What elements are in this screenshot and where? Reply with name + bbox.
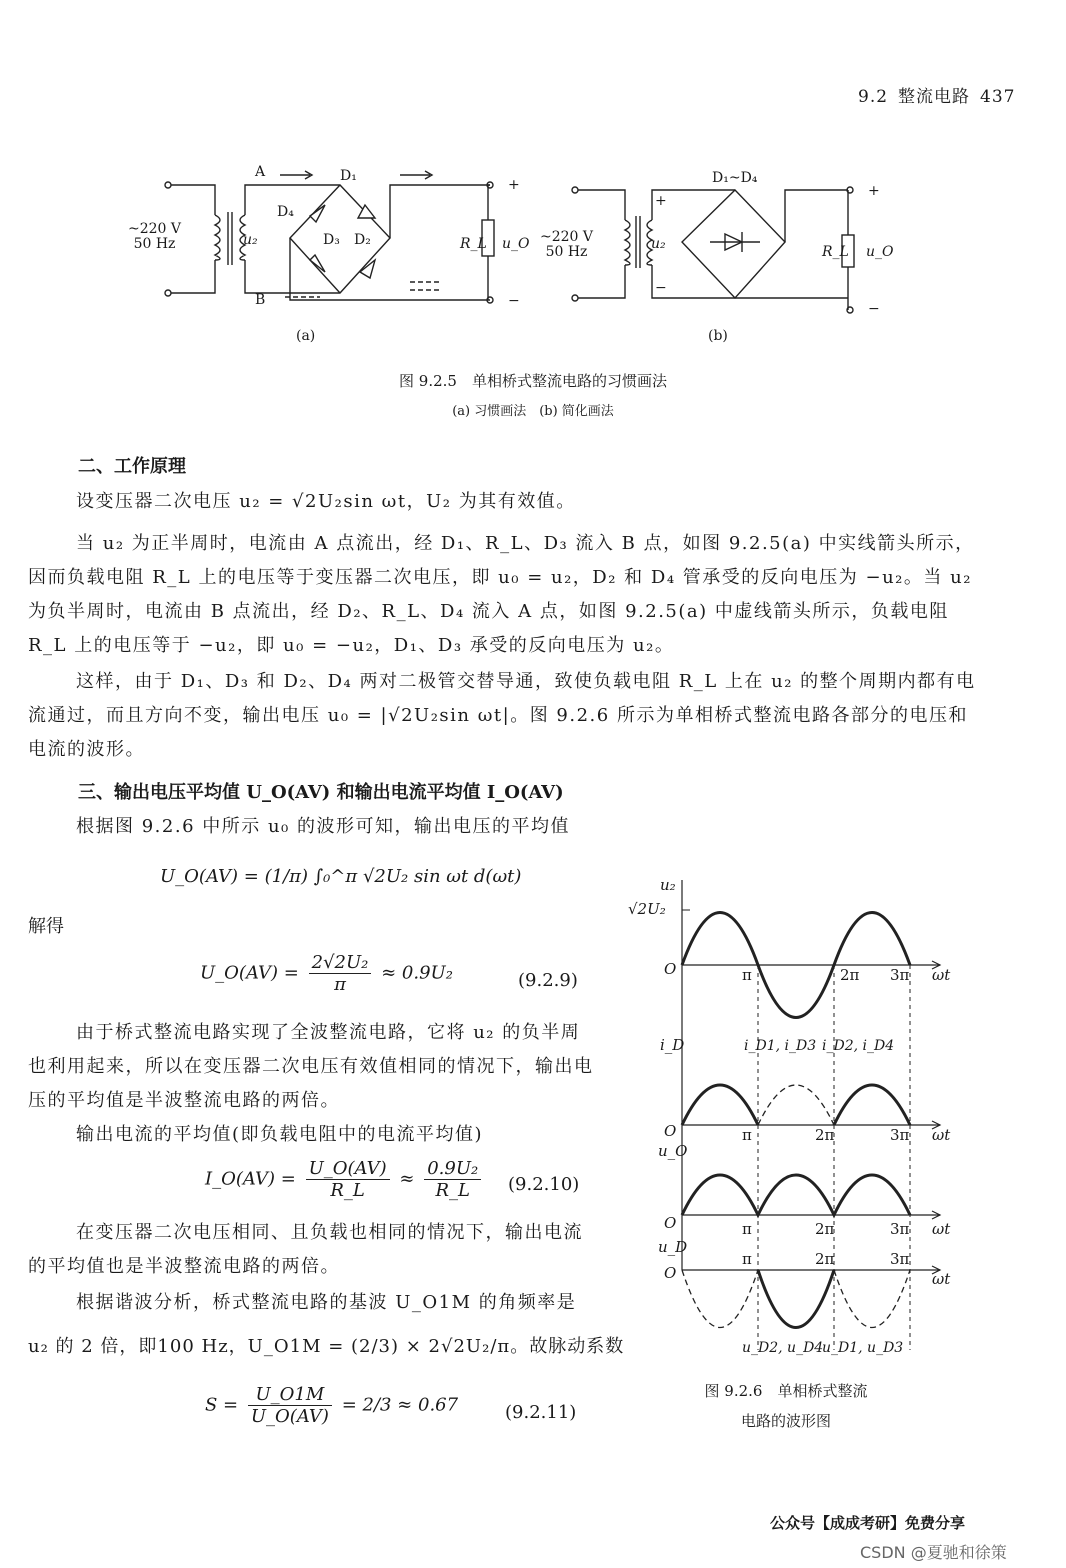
section-3-heading: 三、输出电压平均值 U_O(AV) 和输出电流平均值 I_O(AV) [78, 782, 564, 803]
equation-number-9-2-11: (9.2.11) [505, 1402, 577, 1423]
fig-a-d2: D₂ [354, 232, 371, 248]
wf-3pi-1: 3π [890, 966, 910, 984]
wf-3pi-3: 3π [890, 1220, 910, 1238]
equation-9-2-9: U_O(AV) = $\frac{\text{2√2U₂}}{\pi}$ ≈ 0.9U₂ [200, 952, 453, 995]
section-3-para-4: 在变压器二次电压相同、且负载也相同的情况下，输出电流的平均值也是半波整流电路的两倍。 [28, 1222, 583, 1277]
wf-3pi-2: 3π [890, 1126, 910, 1144]
fig-b-plus-in: + [655, 193, 667, 209]
fig-a-node-a: A [255, 164, 266, 180]
wf-id-label: i_D [660, 1036, 685, 1054]
fig-a-node-b: B [255, 292, 266, 308]
wf-wt-1: ωt [932, 966, 951, 984]
wf-ud-label: u_D [658, 1238, 688, 1256]
wf-ud24-label: u_D2, u_D4 [742, 1340, 824, 1356]
fig-b-rl: R_L [822, 244, 849, 260]
section-3-para-5a: 根据谐波分析，桥式整流电路的基波 U_O1M 的角频率是 [76, 1292, 577, 1313]
wf-wt-3: ωt [932, 1220, 951, 1238]
equation-number-9-2-9: (9.2.9) [518, 970, 578, 991]
csdn-watermark: CSDN @夏驰和徐策 [860, 1543, 1007, 1562]
figure-9-2-6-waveforms [620, 870, 960, 1370]
figure-9-2-6-caption-line-2: 电路的波形图 [740, 1412, 831, 1430]
wf-2pi-3: 2π [815, 1220, 835, 1238]
wf-2pi-4: 2π [815, 1250, 835, 1268]
fig-a-rl: R_L [460, 236, 487, 252]
section-title: 整流电路 [898, 87, 971, 107]
wf-id24-label: i_D2, i_D4 [822, 1038, 895, 1054]
fig-a-d1: D₁ [340, 168, 357, 184]
figure-9-2-6-caption-line-1: 图 9.2.6 单相桥式整流 [704, 1382, 868, 1400]
fig-a-u2: u₂ [243, 232, 258, 248]
wf-u2-label: u₂ [660, 876, 676, 894]
wf-uo-label: u_O [658, 1142, 688, 1160]
fig-a-d3: D₃ [323, 232, 340, 248]
fig-b-source-label: ~220 V 50 Hz [540, 229, 594, 260]
section-3-para-5b: u₂ 的 2 倍，即100 Hz，U_O1M = (2/3) × 2√2U₂/π。故脉动系数 [28, 1336, 625, 1357]
section-2-heading: 二、工作原理 [78, 456, 186, 477]
wf-ud13-label: u_D1, u_D3 [822, 1340, 904, 1356]
fig-b-tag: (b) [708, 328, 728, 344]
fig-b-u2: u₂ [651, 236, 666, 252]
wf-origin-4: O [664, 1264, 677, 1282]
section-3-para-3: 输出电流的平均值(即负载电阻中的电流平均值) [76, 1124, 484, 1145]
wf-2pi-1: 2π [840, 966, 860, 984]
equation-average-integral: U_O(AV) = (1/π) ∫₀^π √2U₂ sin ωt d(ωt) [160, 866, 522, 887]
section-number: 9.2 [858, 87, 889, 107]
figure-9-2-5-subcaption: (a) 习惯画法 (b) 简化画法 [452, 404, 614, 419]
fig-a-uo: u_O [502, 236, 530, 252]
wf-pi-4: π [742, 1250, 752, 1268]
fig-b-minus-in: − [655, 280, 667, 296]
wf-pi-2: π [742, 1126, 752, 1144]
wf-peak-label: √2U₂ [628, 900, 666, 918]
fig-b-minus-out: − [868, 301, 880, 317]
equation-number-9-2-10: (9.2.10) [508, 1174, 580, 1195]
wf-origin-2: O [664, 1122, 677, 1140]
fig-b-uo: u_O [866, 244, 894, 260]
wf-3pi-4: 3π [890, 1250, 910, 1268]
fig-a-minus: − [508, 293, 520, 309]
fig-a-tag: (a) [296, 328, 316, 344]
wf-wt-2: ωt [932, 1126, 951, 1144]
figure-9-2-5-caption: 图 9.2.5 单相桥式整流电路的习惯画法 [399, 372, 667, 390]
fig-a-plus: + [508, 177, 520, 193]
fig-a-d4: D₄ [277, 204, 294, 220]
fig-b-diodes: D₁~D₄ [712, 170, 758, 186]
promo-footer: 公众号【成成考研】免费分享 [770, 1514, 966, 1532]
wf-pi-3: π [742, 1220, 752, 1238]
section-2-para-3: 这样，由于 D₁、D₃ 和 D₂、D₄ 两对二极管交替导通，致使负载电阻 R_L 上在 u₂ 的整个周期内都有电流通过，而且方向不变，输出电压 u₀ = |√2U₂sin ωt|。图 9.2.6 所示为单相桥式整流电路各部分的电压和电流的波形。 [28, 671, 976, 760]
jiede-label: 解得 [28, 916, 64, 937]
wf-2pi-2: 2π [815, 1126, 835, 1144]
wf-origin-1: O [664, 960, 677, 978]
section-2-para-2: 当 u₂ 为正半周时，电流由 A 点流出，经 D₁、R_L、D₃ 流入 B 点，如图 9.2.5(a) 中实线箭头所示，因而负载电阻 R_L 上的电压等于变压器二次电压，即 u₀ = u₂，D₂ 和 D₄ 管承受的反向电压为 −u₂。当 u₂ 为负半周时，电流由 B 点流出，经 D₂、R_L、D₄ 流入 A 点，如图 9.2.5(a) 中虚线箭头所示，负载电阻 R_L 上的电压等于 −u₂，即 u₀ = −u₂，D₁、D₃ 承受的反向电压为 u₂。 [28, 533, 975, 656]
running-header [848, 82, 1016, 107]
section-3-para-2: 由于桥式整流电路实现了全波整流电路，它将 u₂ 的负半周也利用起来，所以在变压器二次电压有效值相同的情况下，输出电压的平均值是半波整流电路的两倍。 [28, 1022, 594, 1111]
wf-origin-3: O [664, 1214, 677, 1232]
section-3-para-1: 根据图 9.2.6 中所示 u₀ 的波形可知，输出电压的平均值 [76, 816, 570, 837]
wf-wt-4: ωt [932, 1270, 951, 1288]
fig-a-source-label: ~220 V 50 Hz [128, 221, 182, 252]
equation-9-2-11: S = $\frac{U\_O1M}{U\_O(AV)}$ = 2/3 ≈ 0.67 [205, 1384, 459, 1427]
page-number: 437 [980, 87, 1016, 107]
wf-pi-1: π [742, 966, 752, 984]
equation-9-2-10: I_O(AV) = $\frac{U\_O(AV)}{R\_L}$ ≈ $\frac{\text{0.9U₂}}{R\_L}$ [205, 1158, 485, 1201]
section-2-para-1: 设变压器二次电压 u₂ = √2U₂sin ωt，U₂ 为其有效值。 [76, 491, 576, 512]
fig-b-plus-out: + [868, 183, 880, 199]
wf-id13-label: i_D1, i_D3 [744, 1038, 817, 1054]
